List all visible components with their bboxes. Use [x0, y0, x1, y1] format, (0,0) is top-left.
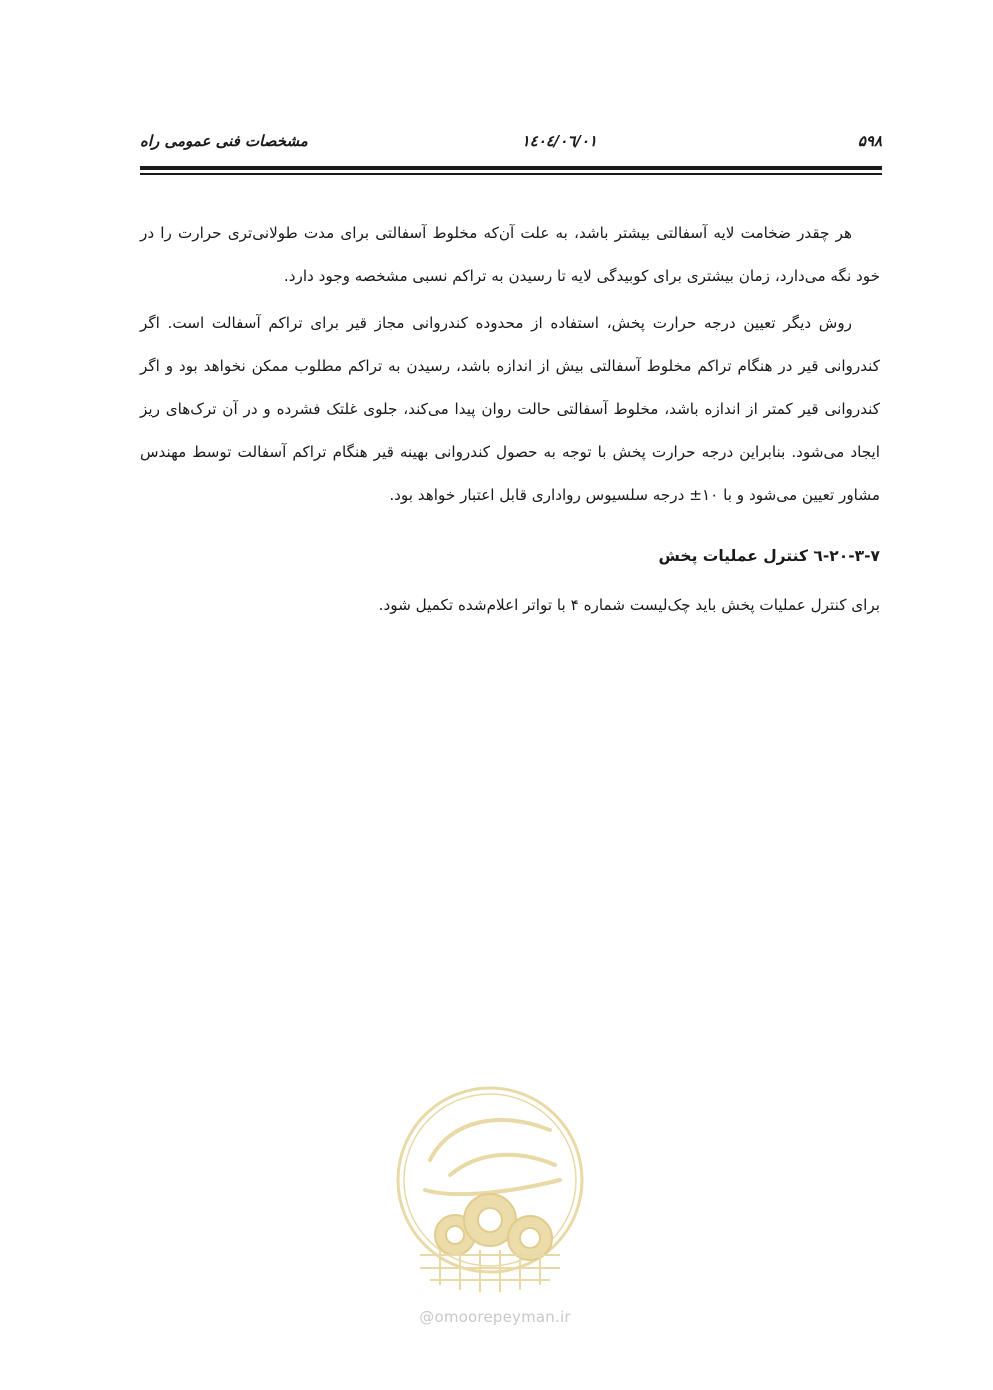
paragraph-3: برای کنترل عملیات پخش باید چک‌لیست شماره ۴ با تواتر اعلام‌شده تکمیل شود. — [378, 596, 880, 614]
section-heading: ۲۰-۳-۷-٦ کنترل عملیات پخش — [658, 547, 880, 565]
header-rule-thick — [140, 166, 882, 170]
paragraph-1: هر چقدر ضخامت لایه آسفالتی بیشتر باشد، به علت آن‌که مخلوط آسفالتی برای مدت طولانی‌تری حرارت را در خود نگه می‌دارد، زمان بیشتری برای کوبیدگی لایه تا رسیدن به تراکم نسبی مشخصه وجود دارد. — [140, 224, 880, 285]
page-number: ۵۹۸ — [857, 132, 882, 150]
header-title: مشخصات فنی عمومی راه — [140, 132, 308, 150]
header-rule-thin — [140, 173, 882, 175]
page-header — [140, 128, 882, 162]
page-content — [140, 212, 880, 627]
paragraph-2: روش دیگر تعیین درجه حرارت پخش، استفاده از محدوده کندروانی مجاز قیر برای تراکم آسفالت است. اگر کندروانی قیر در هنگام تراکم مخلوط آسفالتی بیش از اندازه باشد، رسیدن به تراکم مطلوب ممکن نخواهد بود و اگر کندروانی قیر کمتر از اندازه باشد، مخلوط آسفالتی حالت روان پیدا می‌کند، جلوی غلتک فشرده و در آن ترک‌های ریز ایجاد می‌شود. بنابراین درجه حرارت پخش با توجه به حصول کندروانی بهینه قیر هنگام تراکم آسفالت توسط مهندس مشاور تعیین می‌شود و با ۱۰± درجه سلسیوس رواداری قابل اعتبار خواهد بود. — [140, 314, 880, 504]
watermark-text: @omoorepeyman.ir — [419, 1308, 571, 1326]
header-date: ١٤٠٤/٠٦/٠١ — [521, 132, 597, 150]
watermark-logo — [390, 1080, 590, 1295]
